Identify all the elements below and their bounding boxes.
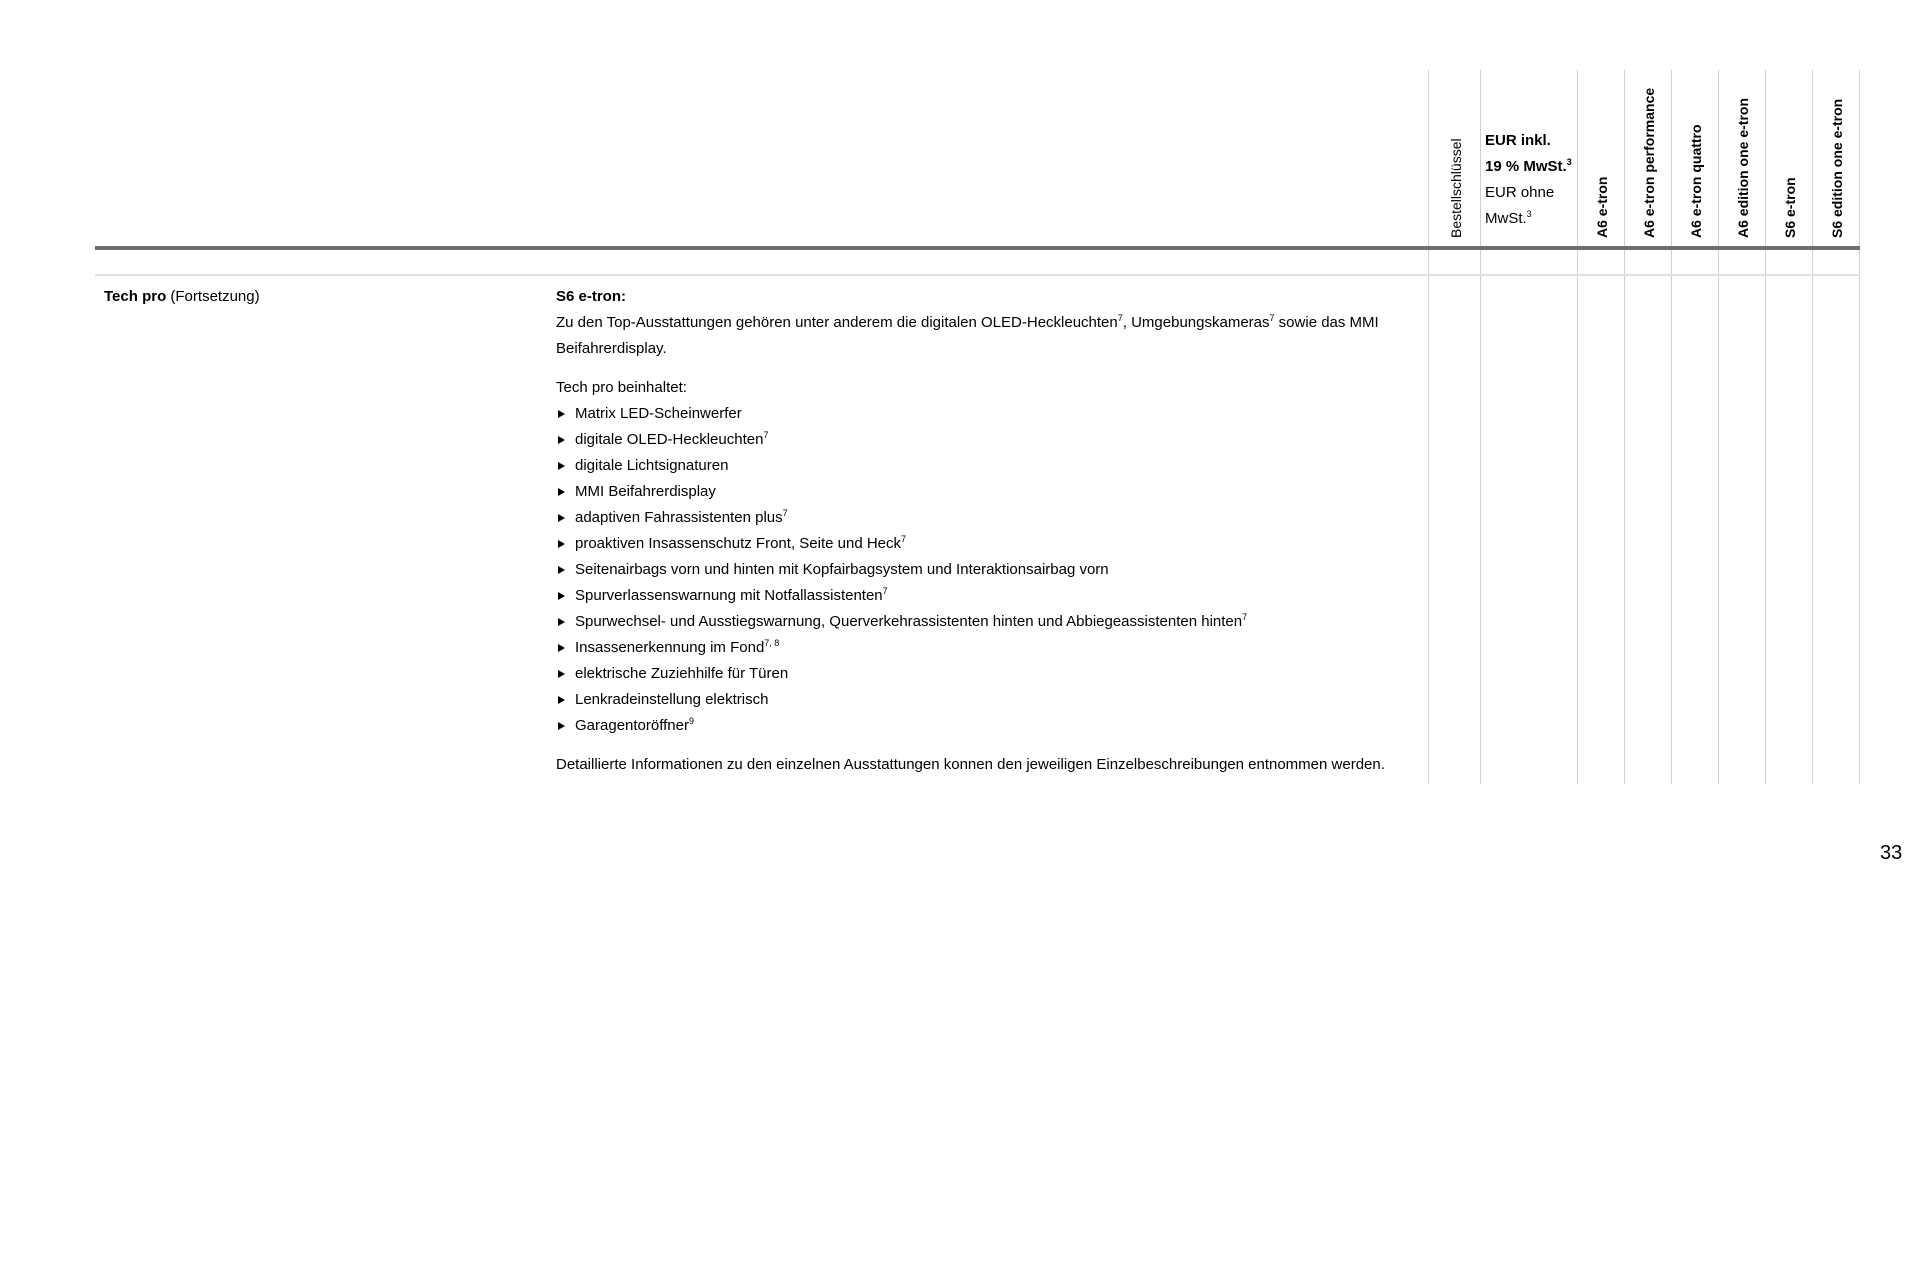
order-key-label: Bestellschlüssel — [1448, 138, 1464, 238]
column-divider — [1577, 70, 1578, 784]
list-item: Insassenerkennung im Fond$^{7, 8}$ — [556, 635, 1416, 661]
model-label: S6 edition one e-tron — [1829, 98, 1845, 238]
column-divider — [1718, 70, 1719, 784]
row-subtitle: S6 e-tron: — [556, 288, 627, 305]
order-key-header — [1445, 63, 1465, 238]
price-incl-line2: 19 % MwSt.$^3$ — [1485, 157, 1572, 175]
column-divider — [1812, 70, 1813, 784]
row-label-bold: Tech pro — [104, 288, 167, 305]
feature-list — [556, 401, 1416, 739]
row-description — [556, 284, 1416, 778]
page-number: 33 — [1880, 842, 1903, 864]
list-item: Garagentoröffner$^9$ — [556, 713, 1416, 739]
model-header-a6-edition-one — [1732, 63, 1752, 238]
list-item: proaktiven Insassenschutz Front, Seite und Heck$^7$ — [556, 531, 1416, 557]
list-item: Matrix LED-Scheinwerfer — [556, 401, 1416, 427]
price-excl-line1: EUR ohne — [1485, 184, 1555, 201]
column-divider — [1428, 70, 1429, 784]
header-rule — [95, 246, 1860, 250]
row-intro: Zu den Top-Ausstattungen gehören unter anderem die digitalen OLED-Heckleuchten$^7$, Umgebungskameras$^7$ sowie das MMI Beifahrerdisplay. — [556, 313, 1379, 357]
column-divider — [1859, 70, 1860, 784]
price-excl-line2: MwSt.$^3$ — [1485, 209, 1532, 227]
row-label — [104, 284, 260, 310]
list-item: Lenkradeinstellung elektrisch — [556, 687, 1416, 713]
list-item: Spurwechsel- und Ausstiegswarnung, Querverkehrassistenten hinten und Abbiegeassistenten hinten$^7$ — [556, 609, 1416, 635]
price-header — [1485, 128, 1572, 232]
model-header-s6-etron — [1779, 63, 1799, 238]
list-item: MMI Beifahrerdisplay — [556, 479, 1416, 505]
list-item: adaptiven Fahrassistenten plus$^7$ — [556, 505, 1416, 531]
row-label-rest: (Fortsetzung) — [166, 288, 260, 305]
row-separator — [95, 274, 1860, 276]
model-label: A6 edition one e-tron — [1735, 98, 1751, 238]
model-header-a6-etron-quattro — [1685, 63, 1705, 238]
column-divider — [1624, 70, 1625, 784]
list-item: digitale OLED-Heckleuchten$^7$ — [556, 427, 1416, 453]
model-header-s6-edition-one — [1826, 63, 1846, 238]
model-header-a6-etron-performance — [1638, 63, 1658, 238]
model-label: S6 e-tron — [1782, 177, 1798, 238]
footer-note: Detaillierte Informationen zu den einzelnen Ausstattungen konnen den jeweiligen Einzelbeschreibungen entnommen werden. — [556, 756, 1385, 773]
model-label: A6 e-tron performance — [1641, 87, 1657, 238]
column-divider — [1671, 70, 1672, 784]
model-label: A6 e-tron quattro — [1688, 124, 1704, 238]
list-item: digitale Lichtsignaturen — [556, 453, 1416, 479]
list-item: Seitenairbags vorn und hinten mit Kopfairbagsystem und Interaktionsairbag vorn — [556, 557, 1416, 583]
model-header-a6-etron — [1591, 63, 1611, 238]
includes-label: Tech pro beinhaltet: — [556, 379, 687, 396]
model-label: A6 e-tron — [1594, 176, 1610, 238]
column-divider — [1765, 70, 1766, 784]
column-divider — [1480, 70, 1481, 784]
list-item: elektrische Zuziehhilfe für Türen — [556, 661, 1416, 687]
list-item: Spurverlassenswarnung mit Notfallassistenten$^7$ — [556, 583, 1416, 609]
price-incl-line1: EUR inkl. — [1485, 132, 1551, 149]
